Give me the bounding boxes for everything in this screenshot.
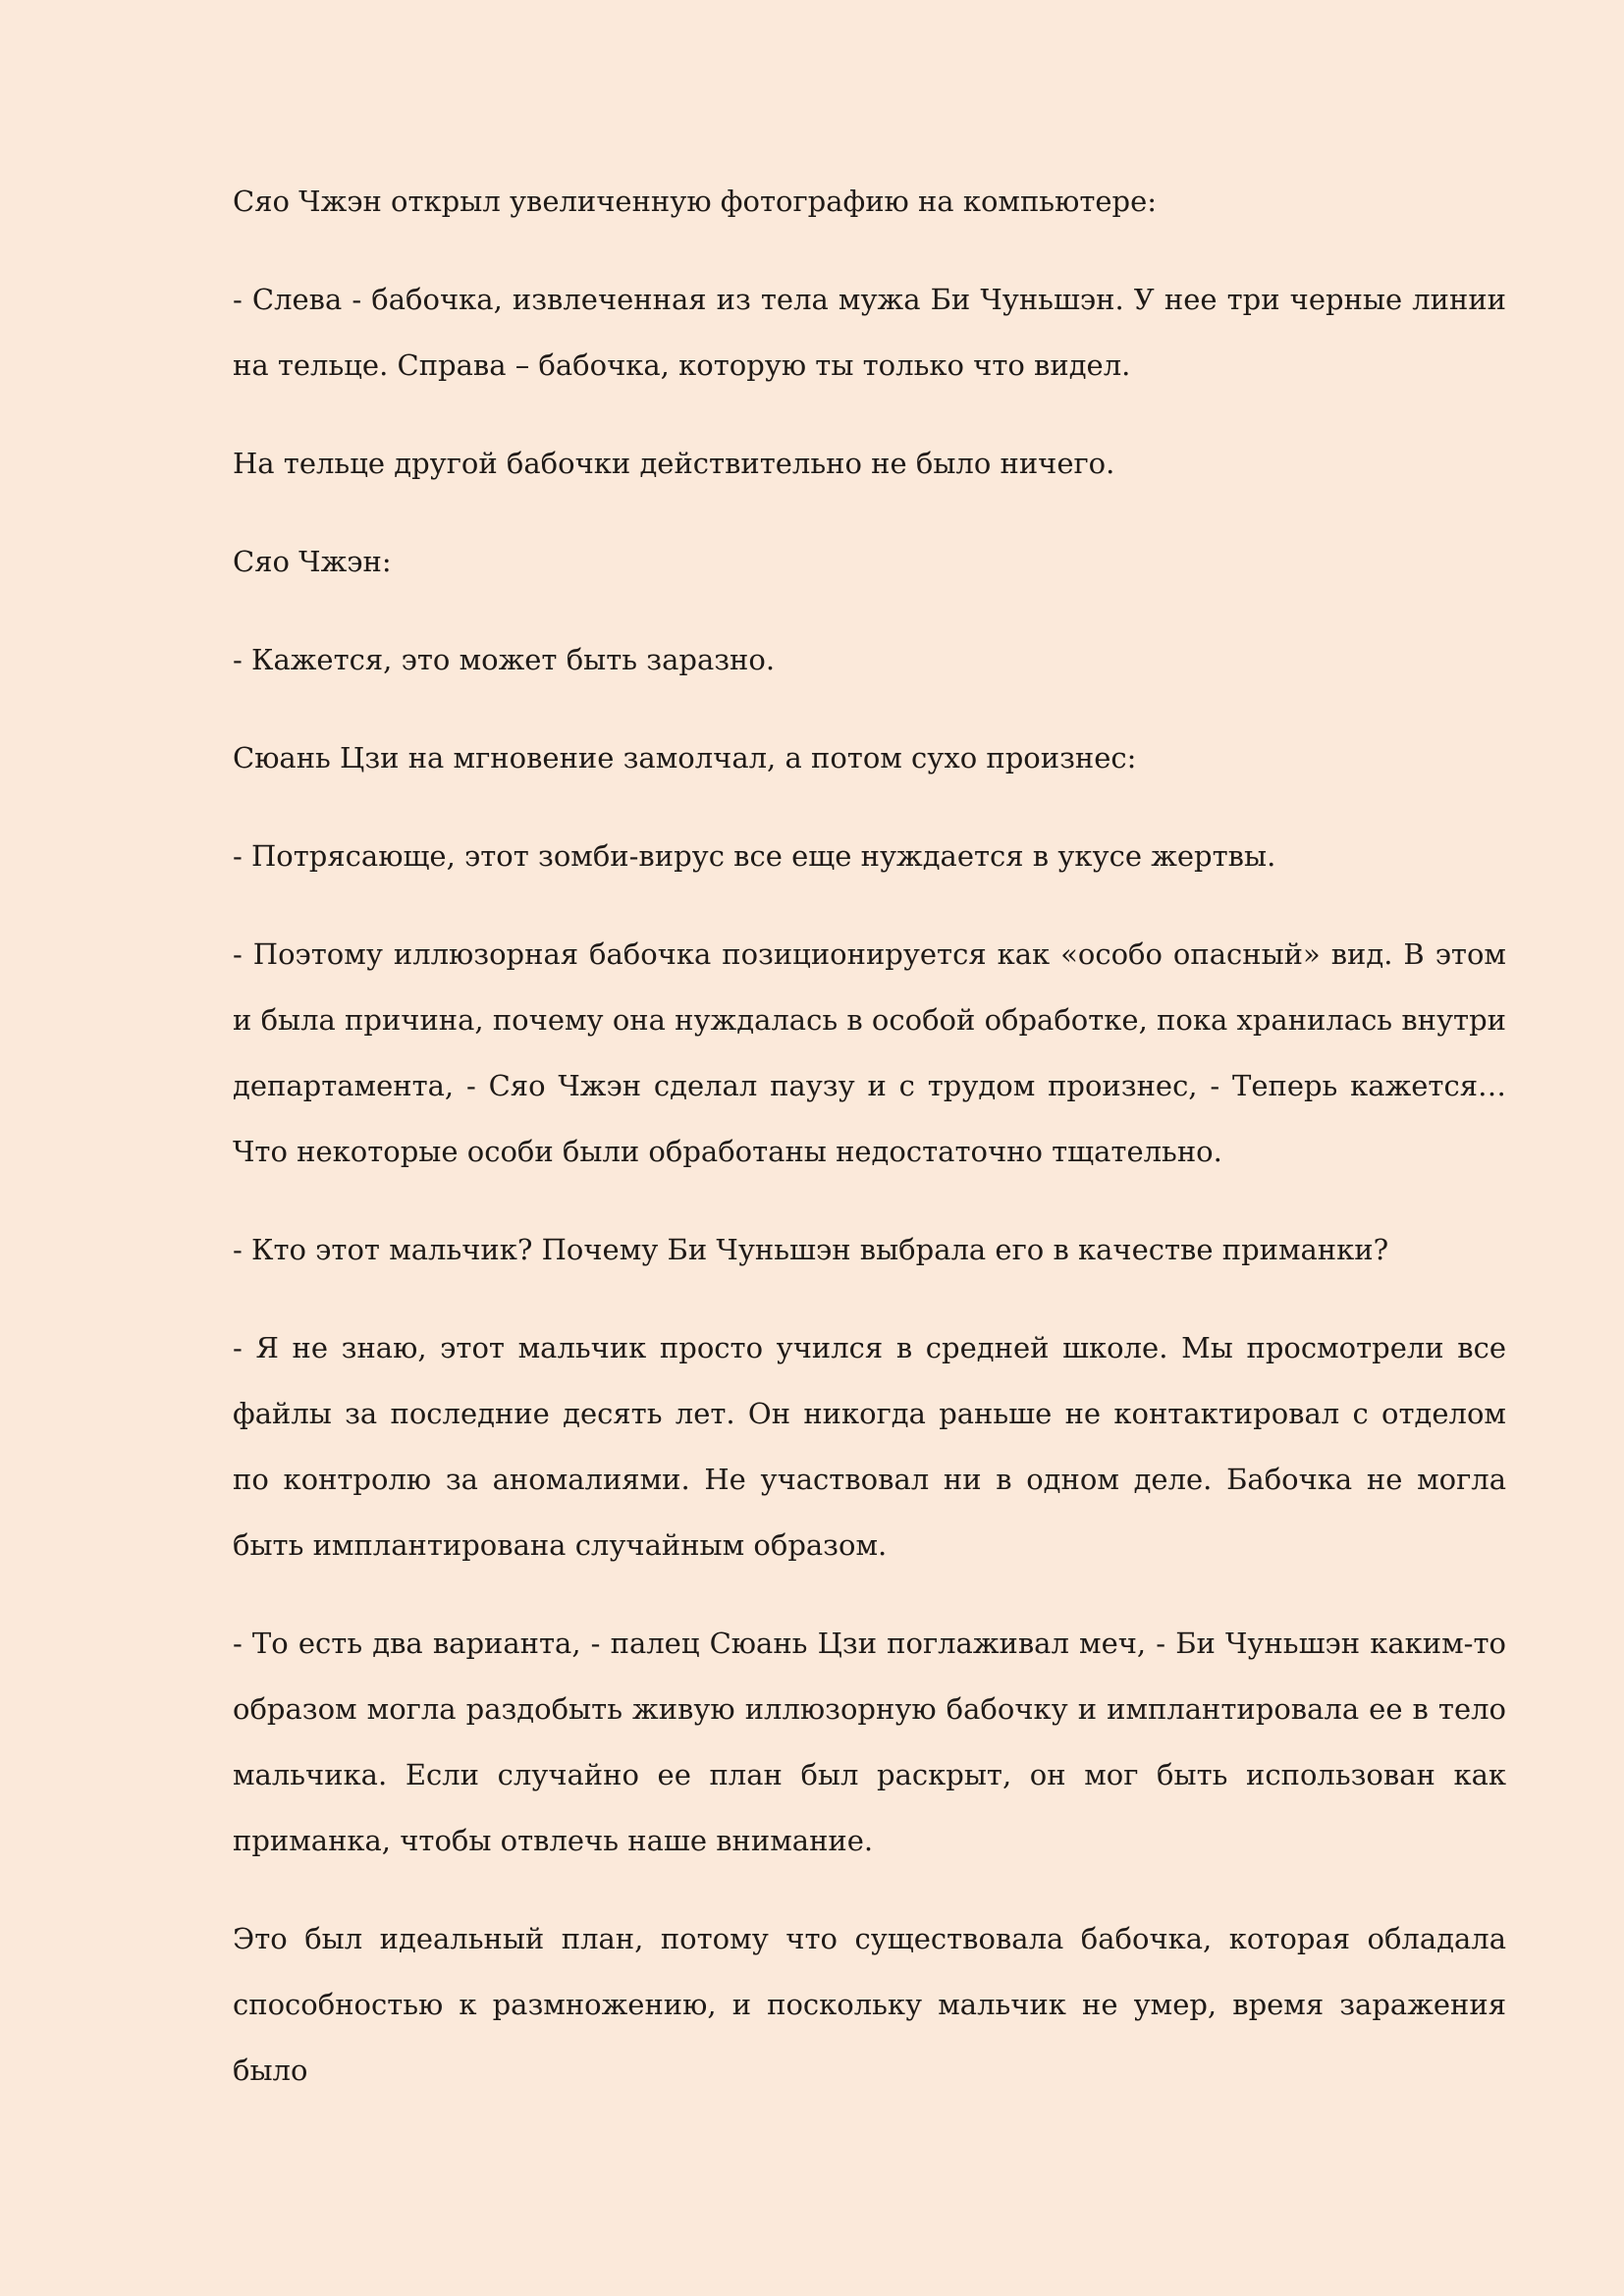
paragraph: - Поэтому иллюзорная бабочка позиционируется как «особо опасный» вид. В этом и была причина, почему она нуждалась в особой обработке, пока хранилась внутри департамента, - Сяо Чжэн сделал паузу и с трудом произнес, - Теперь кажется… Что некоторые особи были обработаны недостаточно тщательно. bbox=[233, 937, 1506, 1168]
paragraph: - Слева - бабочка, извлеченная из тела мужа Би Чуньшэн. У нее три черные линии на тельце. Справа – бабочка, которую ты только что видел. bbox=[233, 283, 1506, 382]
paragraph: - Я не знаю, этот мальчик просто учился в средней школе. Мы просмотрели все файлы за последние десять лет. Он никогда раньше не контактировал с отделом по контролю за аномалиями. Не участвовал ни в одном деле. Бабочка не могла быть имплантирована случайным образом. bbox=[233, 1331, 1506, 1562]
text-body bbox=[233, 169, 1506, 2136]
paragraph: На тельце другой бабочки действительно не было ничего. bbox=[233, 447, 1115, 480]
paragraph: - Кажется, это может быть заразно. bbox=[233, 643, 776, 676]
paragraph: Сяо Чжэн открыл увеличенную фотографию на компьютере: bbox=[233, 185, 1158, 218]
paragraph: - Потрясающе, этот зомби-вирус все еще нуждается в укусе жертвы. bbox=[233, 839, 1276, 873]
paragraph: Сюань Цзи на мгновение замолчал, а потом сухо произнес: bbox=[233, 741, 1137, 774]
paragraph: - То есть два варианта, - палец Сюань Цзи поглаживал меч, - Би Чуньшэн каким-то образом могла раздобыть живую иллюзорную бабочку и имплантировала ее в тело мальчика. Если случайно ее план был раскрыт, он мог быть использован как приманка, чтобы отвлечь наше внимание. bbox=[233, 1627, 1506, 1857]
paragraph: - Кто этот мальчик? Почему Би Чуньшэн выбрала его в качестве приманки? bbox=[233, 1233, 1389, 1266]
paragraph: Это был идеальный план, потому что существовала бабочка, которая обладала способностью к размножению, и поскольку мальчик не умер, время заражения было bbox=[233, 1922, 1506, 2087]
paragraph: Сяо Чжэн: bbox=[233, 545, 392, 578]
